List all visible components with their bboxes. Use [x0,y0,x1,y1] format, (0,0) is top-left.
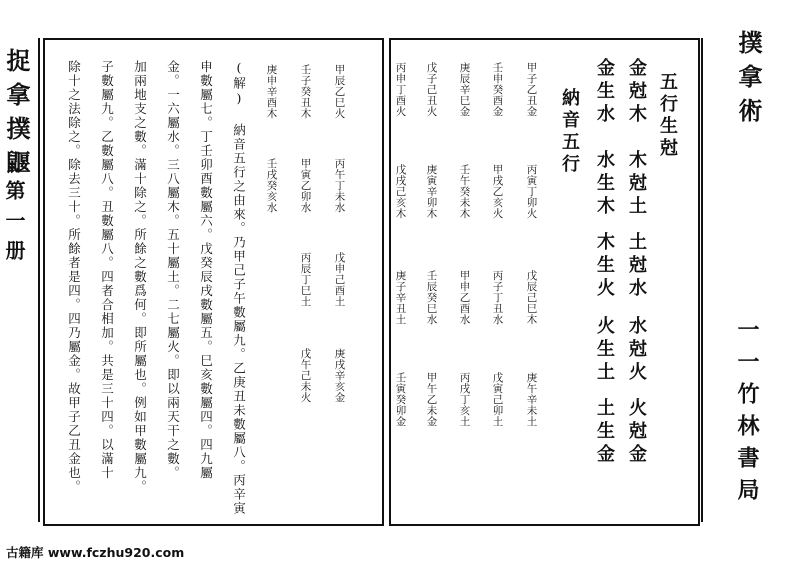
nayin-cell: 甲申乙酉水 [458,270,471,325]
body-line: 金。一六屬水。三八屬木。五十屬土。二七屬火。即以兩天干之數。 [165,60,181,480]
nayin-cell: 丙戌丁亥土 [458,372,471,427]
wuxing-title: 五行生尅 [657,72,678,160]
body-line: (解) 納音五行之由來。乃甲己子午數屬九。乙庚丑未數屬八。丙辛寅 [231,60,247,516]
nayin-cell: 戊戌己亥木 [394,164,407,219]
nayin-cell: 庚子辛丑土 [394,270,407,325]
nayin-cell: 丙寅丁卯火 [525,164,538,219]
nayin-title: 納音五行 [559,88,580,176]
left-edge-title: 捉拿撲鼴 [2,48,31,184]
table-cell: 戊申己酉土 [333,252,346,307]
nayin-cell: 壬午癸未木 [458,164,471,219]
left-page-frame [43,38,384,526]
wuxing-item: 火生土 [594,316,615,385]
nayin-cell: 甲子乙丑金 [525,62,538,117]
nayin-cell: 壬辰癸巳水 [425,270,438,325]
table-cell: 壬戌癸亥水 [265,158,278,213]
table-cell: 壬子癸丑木 [299,64,312,119]
table-cell: 甲寅乙卯水 [299,158,312,213]
right-edge-rule [701,38,703,522]
nayin-cell: 甲午乙未金 [425,372,438,427]
table-cell: 丙辰丁巳土 [299,252,312,307]
site-footer: 古籍库 www.fczhu920.com [6,545,185,560]
left-edge-volume: 第一册 [2,180,26,270]
nayin-cell: 丙申丁酉火 [394,62,407,117]
body-line: 子數屬九。乙數屬八。丑數屬八。四者合相加。共是三十四。以滿十 [99,60,115,480]
nayin-cell: 丙子丁丑水 [491,270,504,325]
body-line: 加兩地支之數。滿十除之。所餘之數爲何。即所屬也。例如甲數屬九。 [132,60,148,494]
wuxing-item: 火尅金 [626,398,647,467]
table-cell: 庚申辛酉木 [265,64,278,119]
table-cell: 庚戌辛亥金 [333,348,346,403]
wuxing-item: 水尅火 [626,316,647,385]
wuxing-item: 水生木 [594,150,615,219]
body-line: 除十之法除之。除去三十。所餘者是四。四乃屬金。故甲子乙丑金也。 [66,60,82,494]
wuxing-item: 木生火 [594,232,615,301]
nayin-cell: 壬寅癸卯金 [394,372,407,427]
nayin-cell: 甲戌乙亥火 [491,164,504,219]
left-edge-rule [38,38,40,522]
wuxing-item: 金生水 [594,58,615,127]
table-cell: 戊午己未火 [299,348,312,403]
nayin-cell: 戊辰己巳木 [525,270,538,325]
nayin-cell: 庚寅辛卯木 [425,164,438,219]
nayin-cell: 戊子己丑火 [425,62,438,117]
nayin-cell: 庚午辛未土 [525,372,538,427]
table-cell: 甲辰乙巳火 [333,64,346,119]
body-line: 申數屬七。丁壬卯酉數屬六。戊癸辰戌數屬五。巳亥數屬四。四九屬 [198,60,214,480]
right-edge-title: 撲拿術 [734,30,763,132]
nayin-cell: 庚辰辛巳金 [458,62,471,117]
table-cell: 丙午丁未水 [333,158,346,213]
wuxing-item: 土生金 [594,398,615,467]
right-edge-publisher: 一一竹林書局 [734,318,760,510]
nayin-cell: 壬申癸酉金 [491,62,504,117]
nayin-cell: 戊寅己卯土 [491,372,504,427]
wuxing-item: 金尅木 [626,58,647,127]
wuxing-item: 土尅水 [626,232,647,301]
wuxing-item: 木尅土 [626,150,647,219]
